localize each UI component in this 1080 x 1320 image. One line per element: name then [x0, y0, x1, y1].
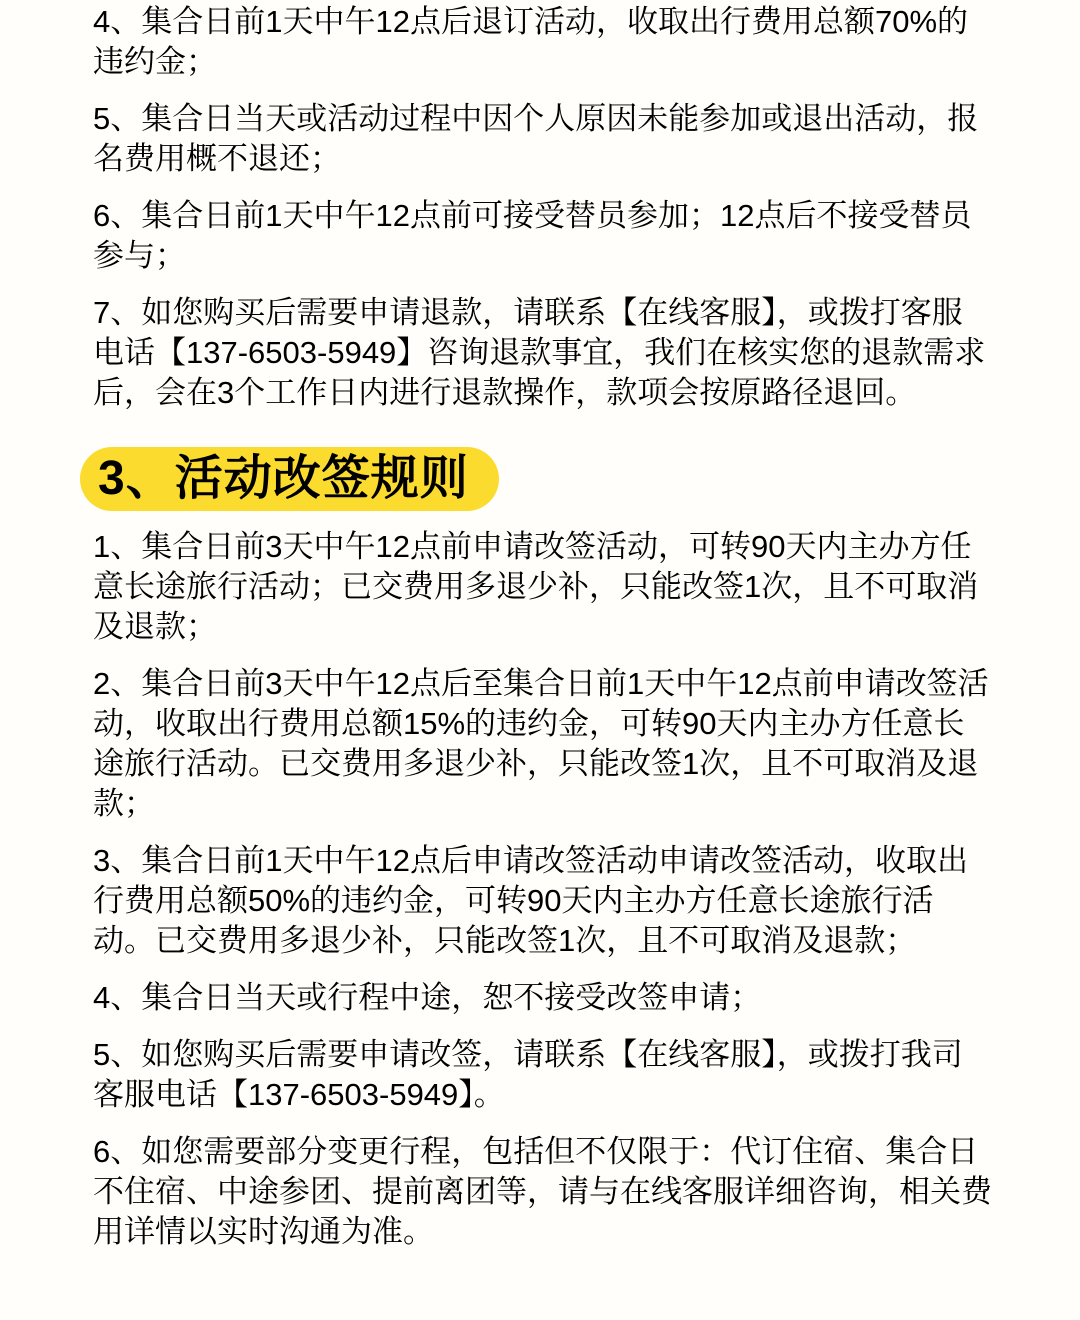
reschedule-rule-1: 1、集合日前3天中午12点前申请改签活动，可转90天内主办方任意长途旅行活动；已交费用多退少补，只能改签1次，且不可取消及退款；	[93, 529, 979, 644]
reschedule-rule-5: 5、如您购买后需要申请改签，请联系【在线客服】，或拨打我司客服电话【137-6503-5949】。	[93, 1037, 963, 1112]
reschedule-section-heading-row	[93, 447, 992, 511]
reschedule-rule-4: 4、集合日当天或行程中途，恕不接受改签申请；	[93, 980, 762, 1015]
reschedule-section-heading: 3、活动改签规则	[98, 452, 469, 505]
section-heading-highlight	[80, 447, 499, 511]
reschedule-rule-2: 2、集合日前3天中午12点后至集合日前1天中午12点前申请改签活动，收取出行费用总额15%的违约金，可转90天内主办方任意长途旅行活动。已交费用多退少补，只能改签1次，且不可取消及退款；	[93, 666, 989, 821]
refund-rule-5: 5、集合日当天或活动过程中因个人原因未能参加或退出活动，报名费用概不退还；	[93, 101, 979, 176]
reschedule-rule-3: 3、集合日前1天中午12点后申请改签活动申请改签活动，收取出行费用总额50%的违约金，可转90天内主办方任意长途旅行活动。已交费用多退少补，只能改签1次，且不可取消及退款；	[93, 843, 968, 958]
reschedule-rule-6: 6、如您需要部分变更行程，包括但不仅限于：代订住宿、集合日不住宿、中途参团、提前离团等，请与在线客服详细咨询，相关费用详情以实时沟通为准。	[93, 1134, 992, 1249]
refund-rule-4: 4、集合日前1天中午12点后退订活动，收取出行费用总额70%的违约金；	[93, 4, 969, 79]
refund-rule-6: 6、集合日前1天中午12点前可接受替员参加；12点后不接受替员参与；	[93, 198, 972, 273]
refund-rule-7: 7、如您购买后需要申请退款，请联系【在线客服】，或拨打客服电话【137-6503-5949】咨询退款事宜，我们在核实您的退款需求后，会在3个工作日内进行退款操作，款项会按原路径退回。	[93, 295, 986, 410]
